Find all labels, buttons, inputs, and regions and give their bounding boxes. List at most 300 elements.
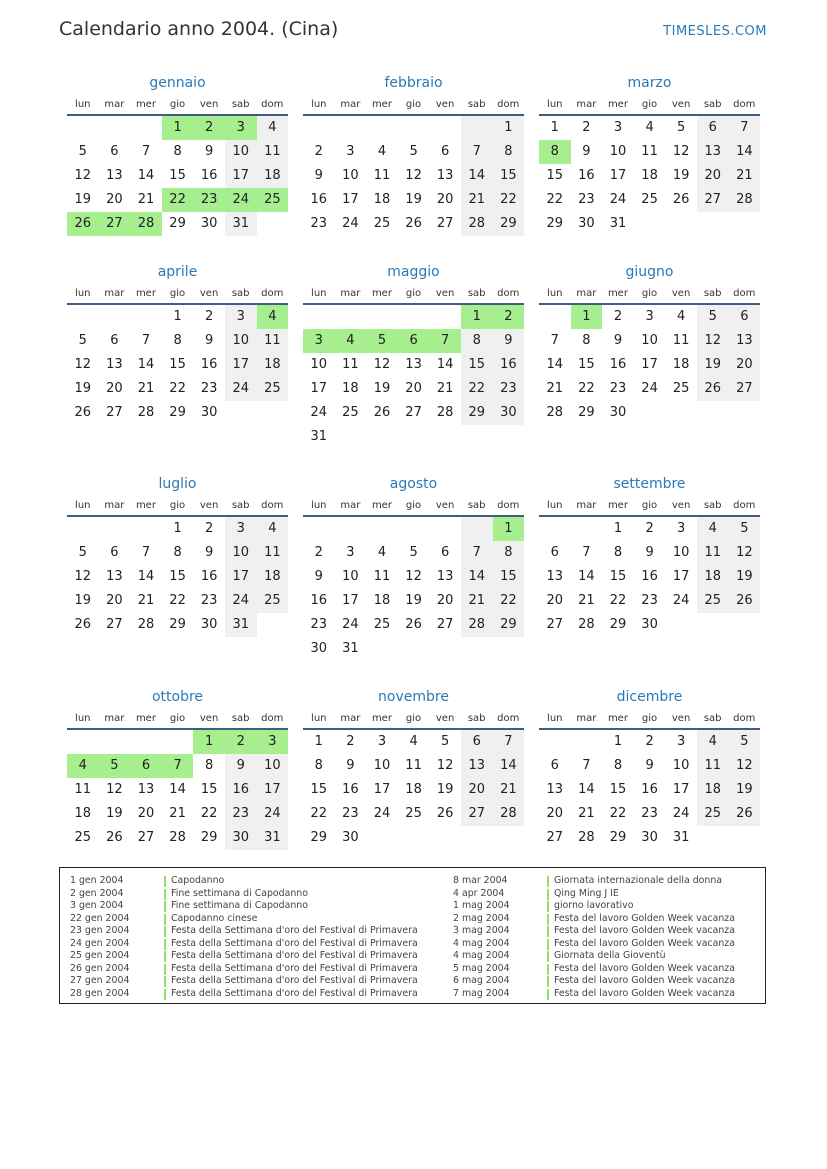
day-cell[interactable]: 20 bbox=[461, 778, 493, 802]
day-cell[interactable]: 11 bbox=[697, 541, 729, 565]
day-cell[interactable]: 27 bbox=[106, 617, 123, 632]
day-cell[interactable]: 20 bbox=[106, 593, 123, 608]
day-cell[interactable]: 29 bbox=[578, 405, 595, 420]
day-cell[interactable]: 27 bbox=[729, 377, 761, 401]
day-cell[interactable]: 28 bbox=[546, 405, 564, 420]
day-cell[interactable]: 21 bbox=[461, 188, 493, 212]
day-cell[interactable]: 13 bbox=[106, 357, 123, 372]
day-cell[interactable]: 30 bbox=[342, 830, 359, 845]
day-cell[interactable]: 24 bbox=[225, 589, 257, 613]
day-cell[interactable]: 30 bbox=[609, 405, 627, 420]
day-cell[interactable]: 4 bbox=[377, 144, 387, 159]
day-cell[interactable]: 21 bbox=[436, 381, 454, 396]
day-cell[interactable]: 26 bbox=[405, 617, 422, 632]
day-cell[interactable]: 30 bbox=[493, 401, 525, 425]
day-cell[interactable]: 11 bbox=[342, 357, 359, 372]
day-cell[interactable]: 27 bbox=[546, 830, 564, 845]
day-cell[interactable]: 4 bbox=[645, 120, 654, 135]
day-cell[interactable]: 26 bbox=[67, 212, 99, 236]
day-cell[interactable]: 29 bbox=[169, 216, 186, 231]
day-cell[interactable]: 11 bbox=[74, 782, 92, 797]
day-cell[interactable]: 22 bbox=[493, 589, 525, 613]
day-cell[interactable]: 1 bbox=[613, 734, 623, 749]
day-cell[interactable]: 23 bbox=[342, 806, 359, 821]
day-cell[interactable]: 10 bbox=[373, 758, 391, 773]
day-cell[interactable]: 30 bbox=[641, 830, 658, 845]
day-cell[interactable]: 7 bbox=[461, 140, 493, 164]
day-cell[interactable]: 29 bbox=[200, 830, 218, 845]
day-cell[interactable]: 23 bbox=[200, 593, 218, 608]
day-cell[interactable]: 29 bbox=[493, 613, 525, 637]
day-cell[interactable]: 22 bbox=[609, 593, 627, 608]
day-cell[interactable]: 31 bbox=[672, 830, 690, 845]
day-cell[interactable]: 26 bbox=[729, 589, 761, 613]
day-cell[interactable]: 25 bbox=[641, 192, 658, 207]
day-cell[interactable]: 5 bbox=[697, 305, 729, 329]
day-cell[interactable]: 2 bbox=[314, 545, 323, 560]
day-cell[interactable]: 5 bbox=[78, 545, 87, 560]
day-cell[interactable]: 11 bbox=[641, 144, 658, 159]
day-cell[interactable]: 13 bbox=[106, 569, 123, 584]
day-cell[interactable]: 12 bbox=[405, 569, 422, 584]
day-cell[interactable]: 14 bbox=[169, 782, 186, 797]
day-cell[interactable]: 5 bbox=[366, 329, 398, 353]
day-cell[interactable]: 23 bbox=[310, 216, 328, 231]
day-cell[interactable]: 8 bbox=[173, 333, 182, 348]
day-cell[interactable]: 26 bbox=[729, 802, 761, 826]
day-cell[interactable]: 25 bbox=[697, 589, 729, 613]
day-cell[interactable]: 17 bbox=[257, 778, 289, 802]
site-link[interactable]: TIMESLES.COM bbox=[663, 24, 767, 39]
day-cell[interactable]: 6 bbox=[729, 305, 761, 329]
day-cell[interactable]: 6 bbox=[130, 754, 162, 778]
day-cell[interactable]: 26 bbox=[405, 216, 422, 231]
day-cell[interactable]: 5 bbox=[78, 144, 87, 159]
day-cell[interactable]: 20 bbox=[546, 593, 564, 608]
day-cell[interactable]: 26 bbox=[436, 806, 454, 821]
day-cell[interactable]: 28 bbox=[137, 405, 155, 420]
day-cell[interactable]: 14 bbox=[578, 569, 595, 584]
day-cell[interactable]: 19 bbox=[74, 192, 92, 207]
day-cell[interactable]: 18 bbox=[257, 353, 289, 377]
day-cell[interactable]: 9 bbox=[205, 333, 214, 348]
day-cell[interactable]: 1 bbox=[493, 116, 525, 140]
day-cell[interactable]: 17 bbox=[641, 357, 658, 372]
day-cell[interactable]: 15 bbox=[169, 168, 186, 183]
day-cell[interactable]: 11 bbox=[257, 140, 289, 164]
day-cell[interactable]: 21 bbox=[169, 806, 186, 821]
day-cell[interactable]: 3 bbox=[225, 116, 257, 140]
day-cell[interactable]: 20 bbox=[106, 192, 123, 207]
day-cell[interactable]: 13 bbox=[137, 782, 155, 797]
day-cell[interactable]: 23 bbox=[193, 188, 225, 212]
day-cell[interactable]: 24 bbox=[342, 216, 359, 231]
day-cell[interactable]: 10 bbox=[257, 754, 289, 778]
day-cell[interactable]: 21 bbox=[137, 192, 155, 207]
day-cell[interactable]: 1 bbox=[314, 734, 323, 749]
day-cell[interactable]: 13 bbox=[546, 782, 564, 797]
day-cell[interactable]: 12 bbox=[373, 357, 391, 372]
day-cell[interactable]: 25 bbox=[373, 216, 391, 231]
day-cell[interactable]: 4 bbox=[257, 116, 289, 140]
day-cell[interactable]: 17 bbox=[609, 168, 627, 183]
day-cell[interactable]: 6 bbox=[441, 545, 450, 560]
day-cell[interactable]: 21 bbox=[578, 593, 595, 608]
day-cell[interactable]: 31 bbox=[257, 826, 289, 850]
day-cell[interactable]: 28 bbox=[436, 405, 454, 420]
day-cell[interactable]: 9 bbox=[645, 545, 654, 560]
day-cell[interactable]: 27 bbox=[461, 802, 493, 826]
day-cell[interactable]: 20 bbox=[546, 806, 564, 821]
day-cell[interactable]: 13 bbox=[546, 569, 564, 584]
day-cell[interactable]: 3 bbox=[377, 734, 387, 749]
day-cell[interactable]: 20 bbox=[729, 353, 761, 377]
day-cell[interactable]: 16 bbox=[641, 782, 658, 797]
day-cell[interactable]: 11 bbox=[405, 758, 422, 773]
day-cell[interactable]: 20 bbox=[405, 381, 422, 396]
day-cell[interactable]: 16 bbox=[200, 569, 218, 584]
day-cell[interactable]: 16 bbox=[200, 357, 218, 372]
day-cell[interactable]: 7 bbox=[141, 545, 151, 560]
day-cell[interactable]: 23 bbox=[310, 617, 328, 632]
day-cell[interactable]: 14 bbox=[137, 357, 155, 372]
day-cell[interactable]: 4 bbox=[409, 734, 418, 749]
day-cell[interactable]: 1 bbox=[613, 521, 623, 536]
day-cell[interactable]: 21 bbox=[493, 778, 525, 802]
day-cell[interactable]: 17 bbox=[342, 593, 359, 608]
day-cell[interactable]: 2 bbox=[205, 521, 214, 536]
day-cell[interactable]: 29 bbox=[609, 617, 627, 632]
day-cell[interactable]: 25 bbox=[697, 802, 729, 826]
day-cell[interactable]: 15 bbox=[200, 782, 218, 797]
day-cell[interactable]: 10 bbox=[342, 569, 359, 584]
day-cell[interactable]: 6 bbox=[441, 144, 450, 159]
day-cell[interactable]: 13 bbox=[436, 168, 454, 183]
day-cell[interactable]: 26 bbox=[106, 830, 123, 845]
day-cell[interactable]: 13 bbox=[729, 329, 761, 353]
day-cell[interactable]: 2 bbox=[314, 144, 323, 159]
day-cell[interactable]: 11 bbox=[257, 541, 289, 565]
day-cell[interactable]: 4 bbox=[257, 517, 289, 541]
day-cell[interactable]: 1 bbox=[461, 305, 493, 329]
day-cell[interactable]: 26 bbox=[373, 405, 391, 420]
day-cell[interactable]: 24 bbox=[641, 381, 658, 396]
day-cell[interactable]: 14 bbox=[436, 357, 454, 372]
day-cell[interactable]: 18 bbox=[641, 168, 658, 183]
day-cell[interactable]: 31 bbox=[342, 641, 359, 656]
day-cell[interactable]: 11 bbox=[697, 754, 729, 778]
day-cell[interactable]: 1 bbox=[193, 730, 225, 754]
day-cell[interactable]: 23 bbox=[641, 806, 658, 821]
day-cell[interactable]: 2 bbox=[225, 730, 257, 754]
day-cell[interactable]: 2 bbox=[193, 116, 225, 140]
day-cell[interactable]: 27 bbox=[436, 617, 454, 632]
day-cell[interactable]: 26 bbox=[74, 405, 92, 420]
day-cell[interactable]: 18 bbox=[697, 565, 729, 589]
day-cell[interactable]: 30 bbox=[200, 405, 218, 420]
day-cell[interactable]: 18 bbox=[257, 565, 289, 589]
day-cell[interactable]: 4 bbox=[257, 305, 289, 329]
day-cell[interactable]: 22 bbox=[546, 192, 564, 207]
day-cell[interactable]: 8 bbox=[493, 541, 525, 565]
day-cell[interactable]: 17 bbox=[672, 782, 690, 797]
day-cell[interactable]: 13 bbox=[697, 140, 729, 164]
day-cell[interactable]: 8 bbox=[173, 144, 182, 159]
day-cell[interactable]: 16 bbox=[609, 357, 627, 372]
day-cell[interactable]: 9 bbox=[645, 758, 654, 773]
day-cell[interactable]: 7 bbox=[582, 545, 591, 560]
day-cell[interactable]: 16 bbox=[200, 168, 218, 183]
day-cell[interactable]: 22 bbox=[578, 381, 595, 396]
day-cell[interactable]: 8 bbox=[539, 140, 571, 164]
day-cell[interactable]: 12 bbox=[405, 168, 422, 183]
day-cell[interactable]: 9 bbox=[225, 754, 257, 778]
day-cell[interactable]: 4 bbox=[697, 517, 729, 541]
day-cell[interactable]: 28 bbox=[493, 802, 525, 826]
day-cell[interactable]: 24 bbox=[609, 192, 627, 207]
day-cell[interactable]: 11 bbox=[373, 168, 391, 183]
day-cell[interactable]: 25 bbox=[405, 806, 422, 821]
day-cell[interactable]: 8 bbox=[613, 758, 623, 773]
day-cell[interactable]: 8 bbox=[314, 758, 323, 773]
day-cell[interactable]: 24 bbox=[672, 593, 690, 608]
day-cell[interactable]: 10 bbox=[225, 140, 257, 164]
day-cell[interactable]: 15 bbox=[609, 782, 627, 797]
day-cell[interactable]: 7 bbox=[162, 754, 194, 778]
day-cell[interactable]: 3 bbox=[225, 305, 257, 329]
day-cell[interactable]: 25 bbox=[672, 381, 690, 396]
day-cell[interactable]: 31 bbox=[225, 212, 257, 236]
day-cell[interactable]: 2 bbox=[645, 734, 654, 749]
day-cell[interactable]: 14 bbox=[546, 357, 564, 372]
day-cell[interactable]: 10 bbox=[225, 329, 257, 353]
day-cell[interactable]: 28 bbox=[169, 830, 186, 845]
day-cell[interactable]: 10 bbox=[672, 545, 690, 560]
day-cell[interactable]: 26 bbox=[697, 377, 729, 401]
day-cell[interactable]: 9 bbox=[205, 545, 214, 560]
day-cell[interactable]: 18 bbox=[74, 806, 92, 821]
day-cell[interactable]: 18 bbox=[342, 381, 359, 396]
day-cell[interactable]: 5 bbox=[441, 734, 450, 749]
day-cell[interactable]: 19 bbox=[405, 593, 422, 608]
day-cell[interactable]: 31 bbox=[609, 216, 627, 231]
day-cell[interactable]: 18 bbox=[697, 778, 729, 802]
day-cell[interactable]: 4 bbox=[677, 309, 686, 324]
day-cell[interactable]: 12 bbox=[729, 541, 761, 565]
day-cell[interactable]: 28 bbox=[578, 617, 595, 632]
day-cell[interactable]: 17 bbox=[225, 565, 257, 589]
day-cell[interactable]: 28 bbox=[729, 188, 761, 212]
day-cell[interactable]: 22 bbox=[169, 593, 186, 608]
day-cell[interactable]: 6 bbox=[110, 144, 119, 159]
day-cell[interactable]: 15 bbox=[546, 168, 564, 183]
day-cell[interactable]: 17 bbox=[225, 353, 257, 377]
day-cell[interactable]: 12 bbox=[74, 569, 92, 584]
day-cell[interactable]: 18 bbox=[257, 164, 289, 188]
day-cell[interactable]: 27 bbox=[137, 830, 155, 845]
day-cell[interactable]: 5 bbox=[729, 730, 761, 754]
day-cell[interactable]: 2 bbox=[205, 309, 214, 324]
day-cell[interactable]: 19 bbox=[729, 778, 761, 802]
day-cell[interactable]: 18 bbox=[373, 192, 391, 207]
day-cell[interactable]: 1 bbox=[173, 309, 182, 324]
day-cell[interactable]: 25 bbox=[257, 188, 289, 212]
day-cell[interactable]: 29 bbox=[169, 617, 186, 632]
day-cell[interactable]: 29 bbox=[609, 830, 627, 845]
day-cell[interactable]: 12 bbox=[436, 758, 454, 773]
day-cell[interactable]: 29 bbox=[546, 216, 564, 231]
day-cell[interactable]: 23 bbox=[578, 192, 595, 207]
day-cell[interactable]: 19 bbox=[373, 381, 391, 396]
day-cell[interactable]: 30 bbox=[200, 216, 218, 231]
day-cell[interactable]: 11 bbox=[257, 329, 289, 353]
day-cell[interactable]: 11 bbox=[672, 333, 690, 348]
day-cell[interactable]: 13 bbox=[405, 357, 422, 372]
day-cell[interactable]: 16 bbox=[641, 569, 658, 584]
day-cell[interactable]: 30 bbox=[578, 216, 595, 231]
day-cell[interactable]: 16 bbox=[493, 353, 525, 377]
day-cell[interactable]: 9 bbox=[314, 569, 323, 584]
day-cell[interactable]: 22 bbox=[493, 188, 525, 212]
day-cell[interactable]: 29 bbox=[169, 405, 186, 420]
day-cell[interactable]: 23 bbox=[641, 593, 658, 608]
day-cell[interactable]: 13 bbox=[461, 754, 493, 778]
day-cell[interactable]: 13 bbox=[106, 168, 123, 183]
day-cell[interactable]: 5 bbox=[78, 333, 87, 348]
day-cell[interactable]: 1 bbox=[550, 120, 559, 135]
day-cell[interactable]: 2 bbox=[346, 734, 355, 749]
day-cell[interactable]: 24 bbox=[257, 802, 289, 826]
day-cell[interactable]: 23 bbox=[609, 381, 627, 396]
day-cell[interactable]: 24 bbox=[342, 617, 359, 632]
day-cell[interactable]: 14 bbox=[493, 754, 525, 778]
day-cell[interactable]: 3 bbox=[257, 730, 289, 754]
day-cell[interactable]: 2 bbox=[582, 120, 591, 135]
day-cell[interactable]: 26 bbox=[672, 192, 690, 207]
day-cell[interactable]: 16 bbox=[578, 168, 595, 183]
day-cell[interactable]: 12 bbox=[74, 357, 92, 372]
day-cell[interactable]: 18 bbox=[373, 593, 391, 608]
day-cell[interactable]: 7 bbox=[493, 730, 525, 754]
day-cell[interactable]: 2 bbox=[645, 521, 654, 536]
day-cell[interactable]: 5 bbox=[409, 545, 418, 560]
day-cell[interactable]: 1 bbox=[173, 521, 182, 536]
day-cell[interactable]: 9 bbox=[346, 758, 355, 773]
day-cell[interactable]: 15 bbox=[169, 357, 186, 372]
day-cell[interactable]: 29 bbox=[493, 212, 525, 236]
day-cell[interactable]: 25 bbox=[342, 405, 359, 420]
day-cell[interactable]: 4 bbox=[67, 754, 99, 778]
day-cell[interactable]: 8 bbox=[461, 329, 493, 353]
day-cell[interactable]: 16 bbox=[310, 593, 328, 608]
day-cell[interactable]: 3 bbox=[225, 517, 257, 541]
day-cell[interactable]: 21 bbox=[578, 806, 595, 821]
day-cell[interactable]: 3 bbox=[677, 734, 686, 749]
day-cell[interactable]: 22 bbox=[609, 806, 627, 821]
day-cell[interactable]: 28 bbox=[130, 212, 162, 236]
day-cell[interactable]: 17 bbox=[225, 164, 257, 188]
day-cell[interactable]: 19 bbox=[106, 806, 123, 821]
day-cell[interactable]: 10 bbox=[310, 357, 328, 372]
day-cell[interactable]: 29 bbox=[461, 401, 493, 425]
day-cell[interactable]: 15 bbox=[461, 353, 493, 377]
day-cell[interactable]: 31 bbox=[310, 429, 328, 444]
day-cell[interactable]: 3 bbox=[346, 144, 355, 159]
day-cell[interactable]: 30 bbox=[225, 826, 257, 850]
day-cell[interactable]: 17 bbox=[672, 569, 690, 584]
day-cell[interactable]: 30 bbox=[200, 617, 218, 632]
day-cell[interactable]: 24 bbox=[225, 377, 257, 401]
day-cell[interactable]: 9 bbox=[613, 333, 623, 348]
day-cell[interactable]: 11 bbox=[373, 569, 391, 584]
day-cell[interactable]: 22 bbox=[162, 188, 194, 212]
day-cell[interactable]: 27 bbox=[436, 216, 454, 231]
day-cell[interactable]: 27 bbox=[546, 617, 564, 632]
day-cell[interactable]: 5 bbox=[677, 120, 686, 135]
day-cell[interactable]: 25 bbox=[257, 377, 289, 401]
day-cell[interactable]: 24 bbox=[672, 806, 690, 821]
day-cell[interactable]: 9 bbox=[314, 168, 323, 183]
day-cell[interactable]: 7 bbox=[141, 144, 151, 159]
day-cell[interactable]: 30 bbox=[641, 617, 658, 632]
day-cell[interactable]: 12 bbox=[672, 144, 690, 159]
day-cell[interactable]: 28 bbox=[461, 212, 493, 236]
day-cell[interactable]: 28 bbox=[578, 830, 595, 845]
day-cell[interactable]: 26 bbox=[74, 617, 92, 632]
day-cell[interactable]: 2 bbox=[493, 305, 525, 329]
day-cell[interactable]: 10 bbox=[672, 758, 690, 773]
day-cell[interactable]: 22 bbox=[461, 377, 493, 401]
day-cell[interactable]: 28 bbox=[137, 617, 155, 632]
day-cell[interactable]: 19 bbox=[405, 192, 422, 207]
day-cell[interactable]: 14 bbox=[461, 164, 493, 188]
day-cell[interactable]: 10 bbox=[342, 168, 359, 183]
day-cell[interactable]: 9 bbox=[493, 329, 525, 353]
day-cell[interactable]: 15 bbox=[493, 565, 525, 589]
day-cell[interactable]: 17 bbox=[342, 192, 359, 207]
day-cell[interactable]: 19 bbox=[729, 565, 761, 589]
day-cell[interactable]: 31 bbox=[225, 613, 257, 637]
day-cell[interactable]: 7 bbox=[141, 333, 151, 348]
day-cell[interactable]: 6 bbox=[697, 116, 729, 140]
day-cell[interactable]: 21 bbox=[137, 593, 155, 608]
day-cell[interactable]: 20 bbox=[436, 192, 454, 207]
day-cell[interactable]: 19 bbox=[436, 782, 454, 797]
day-cell[interactable]: 19 bbox=[74, 381, 92, 396]
day-cell[interactable]: 6 bbox=[550, 758, 559, 773]
day-cell[interactable]: 25 bbox=[74, 830, 92, 845]
day-cell[interactable]: 22 bbox=[200, 806, 218, 821]
day-cell[interactable]: 20 bbox=[106, 381, 123, 396]
day-cell[interactable]: 6 bbox=[398, 329, 430, 353]
day-cell[interactable]: 23 bbox=[200, 381, 218, 396]
day-cell[interactable]: 9 bbox=[205, 144, 214, 159]
day-cell[interactable]: 25 bbox=[373, 617, 391, 632]
day-cell[interactable]: 5 bbox=[99, 754, 131, 778]
day-cell[interactable]: 1 bbox=[162, 116, 194, 140]
day-cell[interactable]: 19 bbox=[697, 353, 729, 377]
day-cell[interactable]: 8 bbox=[613, 545, 623, 560]
day-cell[interactable]: 19 bbox=[74, 593, 92, 608]
day-cell[interactable]: 21 bbox=[546, 381, 564, 396]
day-cell[interactable]: 16 bbox=[342, 782, 359, 797]
day-cell[interactable]: 6 bbox=[461, 730, 493, 754]
day-cell[interactable]: 20 bbox=[697, 164, 729, 188]
day-cell[interactable]: 30 bbox=[310, 641, 328, 656]
day-cell[interactable]: 27 bbox=[405, 405, 422, 420]
day-cell[interactable]: 8 bbox=[493, 140, 525, 164]
day-cell[interactable]: 24 bbox=[225, 188, 257, 212]
